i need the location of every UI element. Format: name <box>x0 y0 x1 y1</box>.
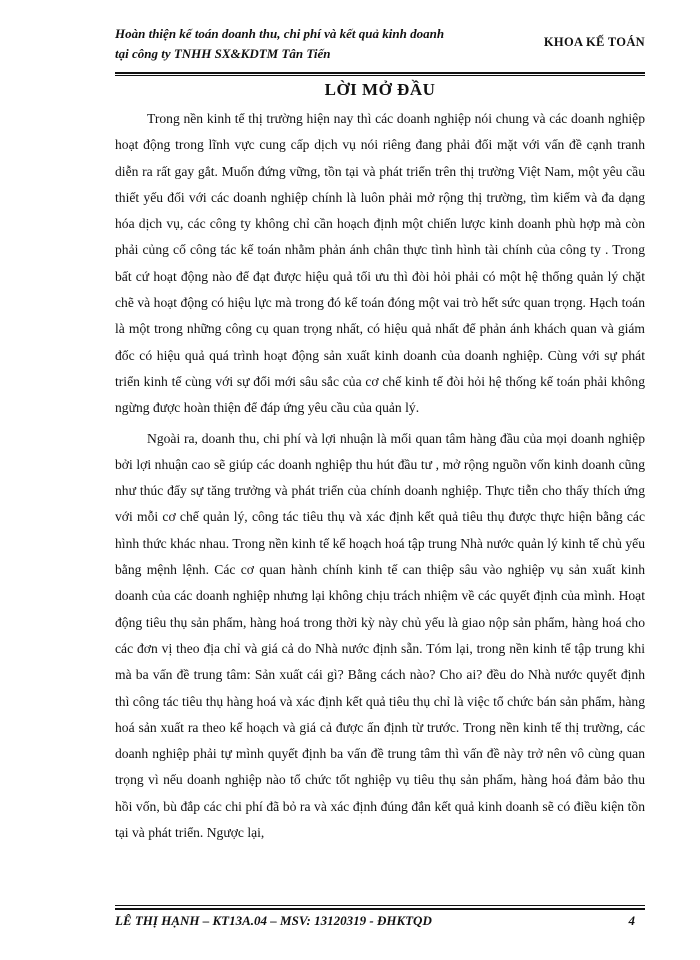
header-rule-thick <box>115 72 645 74</box>
page-header <box>115 24 645 70</box>
page-number: 4 <box>628 913 635 928</box>
header-rule-thin <box>115 75 645 76</box>
header-title-line-2: tại công ty TNHH SX&KDTM Tân Tiến <box>115 46 331 61</box>
header-title-line-1: Hoàn thiện kế toán doanh thu, chi phí và kết quả kinh doanh <box>115 26 445 41</box>
footer-rule-thin <box>115 905 645 906</box>
footer-rule-thick <box>115 908 645 910</box>
document-body <box>115 106 645 846</box>
document-title: LỜI MỞ ĐẦU <box>324 80 436 99</box>
paragraph-2: Ngoài ra, doanh thu, chi phí và lợi nhuận là mối quan tâm hàng đầu của mọi doanh nghiệp bởi lợi nhuận cao sẽ giúp các doanh nghiệp thu hút đầu tư , mở rộng nguồn vốn kinh doanh cũng như thúc đẩy sự tăng trưởng và phát triển của chính doanh nghiệp. Thực tiễn cho thấy thích ứng với mỗi cơ chế quản lý, công tác tiêu thụ và xác định kết quả tiêu thụ được thực hiện bằng các hình thức khác nhau. Trong nền kinh tế kế hoạch hoá tập trung Nhà nước quản lý kinh tế chủ yếu bằng mệnh lệnh. Các cơ quan hành chính kinh tế can thiệp sâu vào nghiệp vụ sản xuất kinh doanh của các doanh nghiệp nhưng lại không chịu trách nhiệm về các quyết định của mình. Hoạt động tiêu thụ sản phẩm, hàng hoá trong thời kỳ này chủ yếu là giao nộp sản phẩm, hàng hoá cho các đơn vị theo địa chỉ và giá cả do Nhà nước định sẵn. Tóm lại, trong nền kinh tế tập trung khi mà ba vấn đề trung tâm: Sản xuất cái gì? Bằng cách nào? Cho ai? đều do Nhà nước quyết định thì công tác tiêu thụ hàng hoá và xác định kết quả tiêu thụ chỉ là việc tổ chức bán sản phẩm, hàng hoá sản xuất ra theo kế hoạch và giá cả được ấn định từ trước. Trong nền kinh tế thị trường, các doanh nghiệp phải tự mình quyết định ba vấn đề trung tâm thì vấn đề này trở nên vô cùng quan trọng vì nếu doanh nghiệp nào tổ chức tốt nghiệp vụ tiêu thụ sản phẩm, hàng hoá đảm bảo thu hồi vốn, bù đắp các chi phí đã bỏ ra và xác định đúng đắn kết quả kinh doanh sẽ có điều kiện tồn tại và phát triển. Ngược lại, <box>115 430 645 841</box>
paragraph-1: Trong nền kinh tế thị trường hiện nay thì các doanh nghiệp nói chung và các doanh nghiệp hoạt động trong lĩnh vực cung cấp dịch vụ nói riêng đang phải đối mặt với vấn đề cạnh tranh diễn ra rất gay gắt. Muốn đứng vững, tồn tại và phát triển trên thị trường Việt Nam, một yêu cầu thiết yếu đối với các doanh nghiệp chính là luôn phải mở rộng thị trường, tìm kiếm và đa dạng hóa dịch vụ, các công ty không chỉ cần hoạch định một chiến lược kinh doanh phù hợp mà còn phải củng cố công tác kế toán nhằm phản ánh chân thực tình hình tài chính của công ty . Trong bất cứ hoạt động nào để đạt được hiệu quả tối ưu thì đòi hỏi phải có một hệ thống quản lý chặt chẽ và hoạt động có hiệu lực mà trong đó kế toán đóng một vai trò hết sức quan trọng. Hạch toán là một trong những công cụ quan trọng nhất, có hiệu quả nhất để phản ánh khách quan và giám đốc có hiệu quả quá trình hoạt động sản xuất kinh doanh của doanh nghiệp. Cùng với sự phát triển kinh tế cùng với sự đổi mới sâu sắc của cơ chế kinh tế đòi hỏi hệ thống kế toán phải không ngừng được hoàn thiện để đáp ứng yêu cầu của quản lý. <box>115 111 645 416</box>
page-footer <box>115 913 645 929</box>
header-department: KHOA KẾ TOÁN <box>543 35 645 49</box>
header-title <box>115 24 495 64</box>
footer-author: LÊ THỊ HẠNH – KT13A.04 – MSV: 13120319 - ĐHKTQD <box>115 913 432 928</box>
